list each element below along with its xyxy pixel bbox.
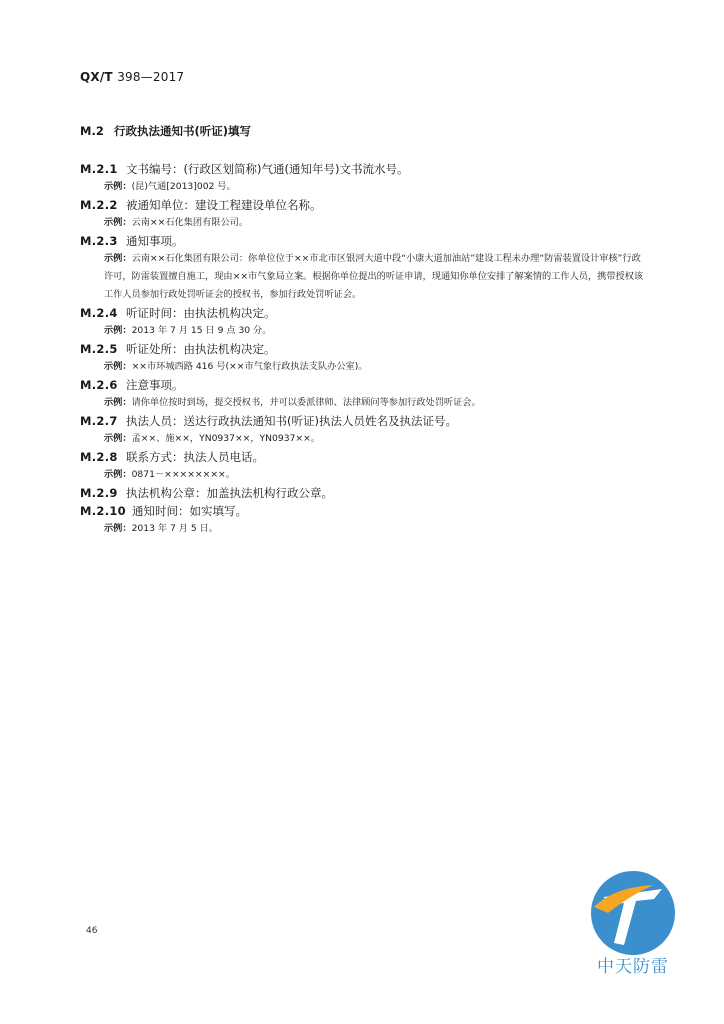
item-text: 联系方式：执法人员电话。: [126, 450, 264, 464]
item-m-2-9: [80, 484, 650, 502]
item-number: M.2.7: [80, 414, 118, 428]
item-number: M.2.2: [80, 198, 118, 212]
example-text: 孟××、施××，YN0937××，YN0937××。: [131, 433, 321, 444]
standard-number: 398—2017: [117, 70, 185, 84]
watermark-text: 中天防雷: [597, 957, 669, 977]
item-m-2-7: [80, 412, 650, 430]
item-example: [80, 322, 650, 340]
item-example: [80, 520, 650, 538]
section-number: M.2: [80, 124, 104, 138]
item-example: [80, 358, 650, 376]
example-label: 示例：: [104, 217, 132, 228]
item-text: 通知事项。: [126, 234, 184, 248]
item-text: 执法人员：送达行政执法通知书(听证)执法人员姓名及执法证号。: [126, 414, 457, 428]
item-text: 听证处所：由执法机构决定。: [126, 342, 276, 356]
logo-circle: [591, 871, 675, 955]
example-text: 云南××石化集团有限公司：你单位位于××市北市区银河大道中段“小康大道加油站”建设工程未办理“防雷装置设计审核”行政许可，防雷装置擅自施工，现由××市气象局立案。根据你单位提出的听证申请，现通知你单位安排了解案情的工作人员，携带授权该工作人员参加行政处罚听证会的授权书，参加行政处罚听证会。: [104, 253, 644, 300]
item-number: M.2.10: [80, 504, 126, 518]
item-number: M.2.4: [80, 306, 118, 320]
page-number: 46: [86, 926, 98, 936]
item-number: M.2.9: [80, 486, 118, 500]
item-m-2-1: [80, 160, 650, 178]
example-text: (昆)气通[2013]002 号。: [131, 181, 236, 192]
item-list: [80, 160, 650, 538]
example-label: 示例：: [104, 469, 132, 480]
item-example: [80, 250, 649, 304]
standard-prefix: QX/T: [80, 70, 113, 84]
example-text: 请你单位按时到场，提交授权书，并可以委派律师、法律顾问等参加行政处罚听证会。: [131, 397, 481, 408]
example-label: 示例：: [104, 325, 132, 336]
item-m-2-2: [80, 196, 650, 214]
example-text: 0871－××××××××。: [131, 469, 235, 480]
item-text: 文书编号：(行政区划简称)气通(通知年号)文书流水号。: [126, 162, 409, 176]
item-m-2-10: [80, 502, 650, 520]
item-example: [80, 214, 650, 232]
item-example: [80, 178, 650, 196]
item-number: M.2.5: [80, 342, 118, 356]
example-text: 2013 年 7 月 5 日。: [131, 523, 218, 534]
item-number: M.2.8: [80, 450, 118, 464]
example-label: 示例：: [104, 433, 132, 444]
example-label: 示例：: [104, 253, 132, 264]
section-heading: [80, 123, 251, 139]
item-text: 通知时间：如实填写。: [132, 504, 247, 518]
example-label: 示例：: [104, 523, 132, 534]
section-title: 行政执法通知书(听证)填写: [114, 124, 252, 138]
item-text: 注意事项。: [126, 378, 184, 392]
example-text: ××市环城西路 416 号(××市气象行政执法支队办公室)。: [131, 361, 368, 372]
item-text: 听证时间：由执法机构决定。: [126, 306, 276, 320]
item-m-2-5: [80, 340, 650, 358]
item-m-2-3: [80, 232, 650, 250]
example-text: 云南××石化集团有限公司。: [131, 217, 249, 228]
item-text: 被通知单位：建设工程建设单位名称。: [126, 198, 322, 212]
example-label: 示例：: [104, 181, 132, 192]
item-example: [80, 466, 650, 484]
item-number: M.2.3: [80, 234, 118, 248]
item-m-2-4: [80, 304, 650, 322]
item-example: [80, 394, 650, 412]
example-text: 2013 年 7 月 15 日 9 点 30 分。: [131, 325, 272, 336]
item-number: M.2.1: [80, 162, 118, 176]
item-number: M.2.6: [80, 378, 118, 392]
item-text: 执法机构公章：加盖执法机构行政公章。: [126, 486, 333, 500]
item-m-2-6: [80, 376, 650, 394]
example-label: 示例：: [104, 397, 132, 408]
standard-code: [80, 70, 184, 84]
item-example: [80, 430, 650, 448]
item-m-2-8: [80, 448, 650, 466]
example-label: 示例：: [104, 361, 132, 372]
